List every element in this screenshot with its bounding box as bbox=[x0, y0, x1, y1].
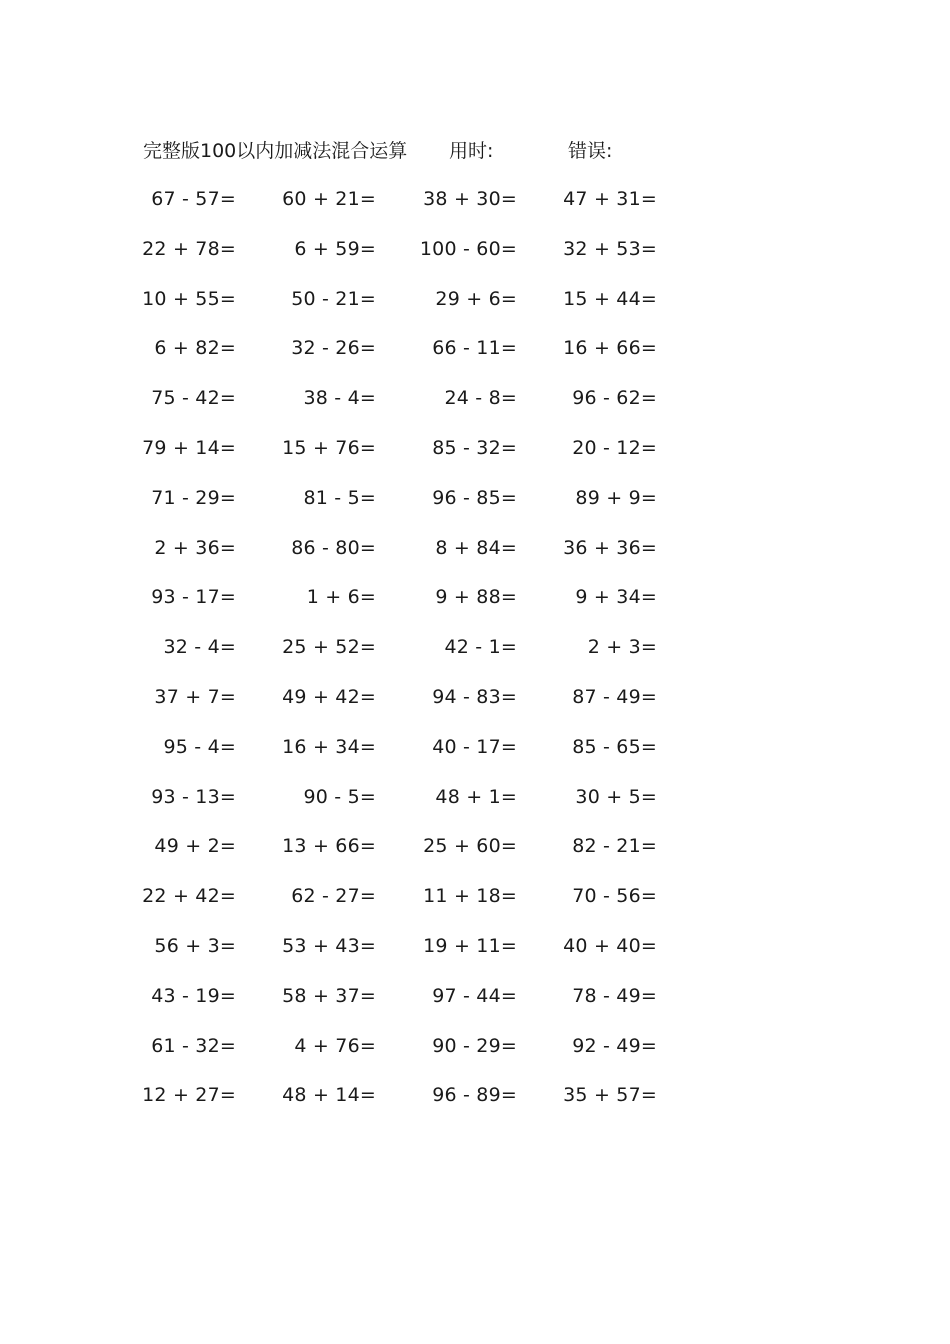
worksheet-title: 完整版100以内加减法混合运算 bbox=[143, 140, 408, 162]
problem-r9-c3: 9 + 88= bbox=[435, 586, 517, 608]
problem-r4-c4: 16 + 66= bbox=[563, 337, 657, 359]
problem-r6-c2: 15 + 76= bbox=[282, 437, 376, 459]
problem-r14-c1: 49 + 2= bbox=[154, 835, 236, 857]
problem-r7-c4: 89 + 9= bbox=[575, 487, 657, 509]
problem-r2-c1: 22 + 78= bbox=[142, 238, 236, 260]
problem-r13-c1: 93 - 13= bbox=[151, 786, 236, 808]
problem-r17-c2: 58 + 37= bbox=[282, 985, 376, 1007]
problem-r5-c4: 96 - 62= bbox=[572, 387, 657, 409]
problem-r15-c3: 11 + 18= bbox=[423, 885, 517, 907]
problem-r14-c3: 25 + 60= bbox=[423, 835, 517, 857]
problem-r8-c4: 36 + 36= bbox=[563, 537, 657, 559]
problem-r1-c4: 47 + 31= bbox=[563, 188, 657, 210]
problem-r3-c4: 15 + 44= bbox=[563, 288, 657, 310]
problem-r6-c3: 85 - 32= bbox=[432, 437, 517, 459]
problem-r16-c4: 40 + 40= bbox=[563, 935, 657, 957]
problem-r11-c1: 37 + 7= bbox=[154, 686, 236, 708]
problem-r2-c2: 6 + 59= bbox=[294, 238, 376, 260]
problem-r12-c4: 85 - 65= bbox=[572, 736, 657, 758]
problem-r18-c3: 90 - 29= bbox=[432, 1035, 517, 1057]
problem-r6-c4: 20 - 12= bbox=[572, 437, 657, 459]
problem-r1-c3: 38 + 30= bbox=[423, 188, 517, 210]
problem-r8-c3: 8 + 84= bbox=[435, 537, 517, 559]
problem-r5-c3: 24 - 8= bbox=[444, 387, 517, 409]
problem-r19-c3: 96 - 89= bbox=[432, 1084, 517, 1106]
problem-r4-c1: 6 + 82= bbox=[154, 337, 236, 359]
problem-r12-c3: 40 - 17= bbox=[432, 736, 517, 758]
problem-r4-c2: 32 - 26= bbox=[291, 337, 376, 359]
problem-r6-c1: 79 + 14= bbox=[142, 437, 236, 459]
problem-r2-c3: 100 - 60= bbox=[419, 238, 517, 260]
problem-r3-c2: 50 - 21= bbox=[291, 288, 376, 310]
problem-r5-c1: 75 - 42= bbox=[151, 387, 236, 409]
problem-r10-c1: 32 - 4= bbox=[163, 636, 236, 658]
problem-r2-c4: 32 + 53= bbox=[563, 238, 657, 260]
problem-r18-c2: 4 + 76= bbox=[294, 1035, 376, 1057]
errors-label: 错误: bbox=[568, 140, 613, 162]
problem-r11-c3: 94 - 83= bbox=[432, 686, 517, 708]
problem-r13-c3: 48 + 1= bbox=[435, 786, 517, 808]
problem-r3-c1: 10 + 55= bbox=[142, 288, 236, 310]
problem-r5-c2: 38 - 4= bbox=[303, 387, 376, 409]
problem-r7-c1: 71 - 29= bbox=[151, 487, 236, 509]
problem-r7-c3: 96 - 85= bbox=[432, 487, 517, 509]
problem-r1-c2: 60 + 21= bbox=[282, 188, 376, 210]
problem-r10-c4: 2 + 3= bbox=[587, 636, 657, 658]
problem-r15-c1: 22 + 42= bbox=[142, 885, 236, 907]
problem-r4-c3: 66 - 11= bbox=[432, 337, 517, 359]
problem-r9-c1: 93 - 17= bbox=[151, 586, 236, 608]
problem-r11-c2: 49 + 42= bbox=[282, 686, 376, 708]
problem-r9-c2: 1 + 6= bbox=[306, 586, 376, 608]
problem-r3-c3: 29 + 6= bbox=[435, 288, 517, 310]
problem-r16-c3: 19 + 11= bbox=[423, 935, 517, 957]
time-label: 用时: bbox=[449, 140, 494, 162]
problem-r16-c1: 56 + 3= bbox=[154, 935, 236, 957]
problem-r9-c4: 9 + 34= bbox=[575, 586, 657, 608]
problem-r14-c2: 13 + 66= bbox=[282, 835, 376, 857]
problem-r13-c4: 30 + 5= bbox=[575, 786, 657, 808]
problem-r18-c4: 92 - 49= bbox=[572, 1035, 657, 1057]
problem-r12-c1: 95 - 4= bbox=[163, 736, 236, 758]
problem-r12-c2: 16 + 34= bbox=[282, 736, 376, 758]
problem-r10-c2: 25 + 52= bbox=[282, 636, 376, 658]
problem-r19-c1: 12 + 27= bbox=[142, 1084, 236, 1106]
problem-r17-c3: 97 - 44= bbox=[432, 985, 517, 1007]
problem-r15-c4: 70 - 56= bbox=[572, 885, 657, 907]
problem-r16-c2: 53 + 43= bbox=[282, 935, 376, 957]
problem-r1-c1: 67 - 57= bbox=[151, 188, 236, 210]
problem-r17-c4: 78 - 49= bbox=[572, 985, 657, 1007]
problem-r11-c4: 87 - 49= bbox=[572, 686, 657, 708]
problem-r19-c2: 48 + 14= bbox=[282, 1084, 376, 1106]
problem-r7-c2: 81 - 5= bbox=[303, 487, 376, 509]
problem-r13-c2: 90 - 5= bbox=[303, 786, 376, 808]
problem-r14-c4: 82 - 21= bbox=[572, 835, 657, 857]
problem-r18-c1: 61 - 32= bbox=[151, 1035, 236, 1057]
problem-r17-c1: 43 - 19= bbox=[151, 985, 236, 1007]
problem-r8-c1: 2 + 36= bbox=[154, 537, 236, 559]
problem-r19-c4: 35 + 57= bbox=[563, 1084, 657, 1106]
problem-r10-c3: 42 - 1= bbox=[444, 636, 517, 658]
problem-r8-c2: 86 - 80= bbox=[291, 537, 376, 559]
problem-r15-c2: 62 - 27= bbox=[291, 885, 376, 907]
